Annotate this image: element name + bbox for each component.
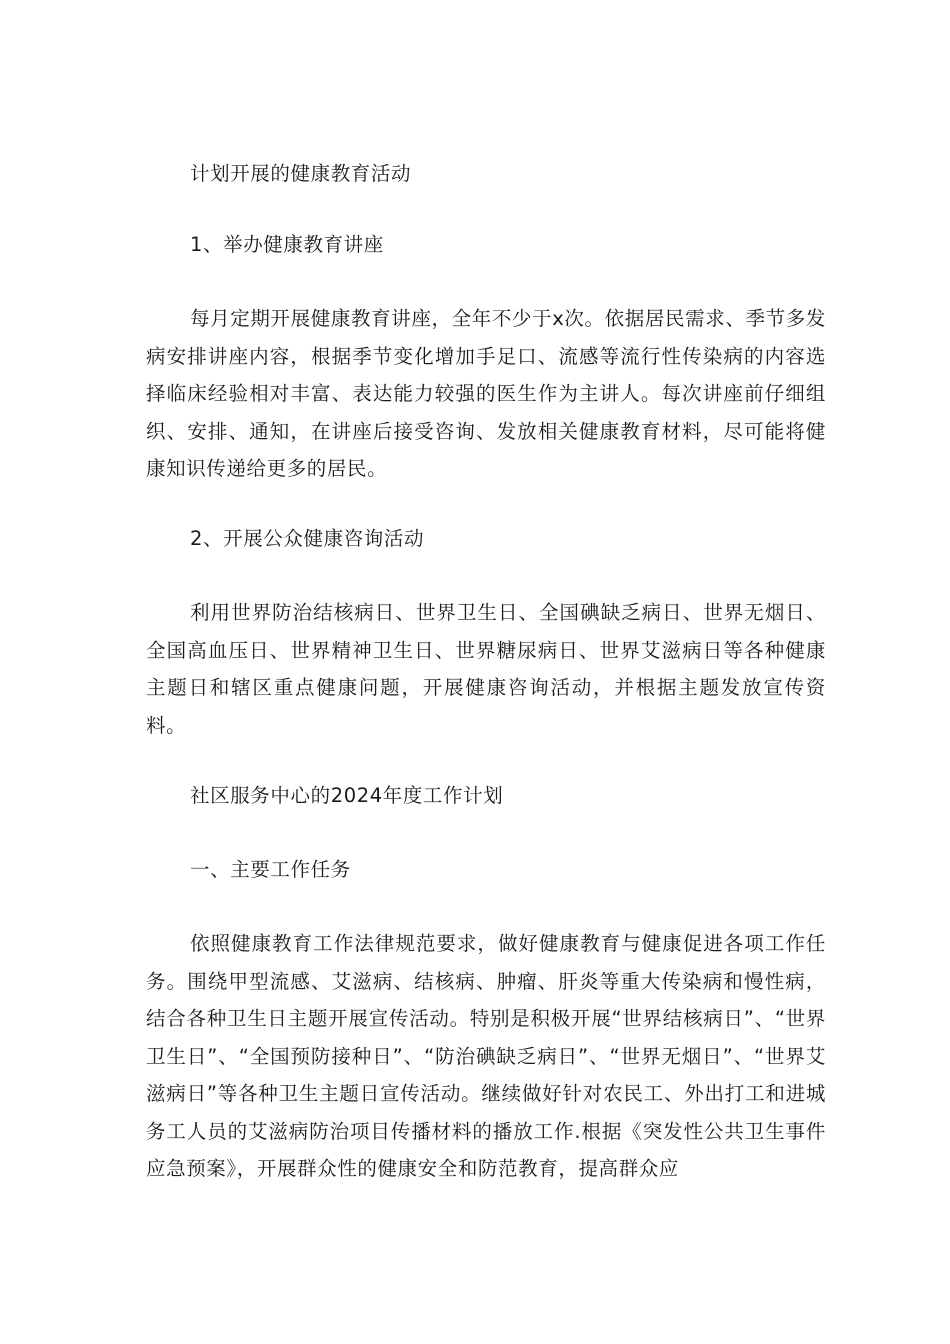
subheading-public-consultation: 2、开展公众健康咨询活动	[190, 527, 425, 550]
paragraph-consultation: 利用世界防治结核病日、世界卫生日、全国碘缺乏病日、世界无烟日、全国高血压日、世界精神卫生日、世界糖尿病日、世界艾滋病日等各种健康主题日和辖区重点健康问题，开展健康咨询活动，并根据主题发放宣传资料。	[146, 601, 826, 737]
subheading-health-lectures: 1、举办健康教育讲座	[190, 233, 384, 256]
subheading-main-tasks: 一、主要工作任务	[190, 858, 351, 881]
section-heading-health-activities: 计划开展的健康教育活动	[190, 162, 412, 185]
paragraph-lectures: 每月定期开展健康教育讲座，全年不少于x次。依据居民需求、季节多发病安排讲座内容，根据季节变化增加手足口、流感等流行性传染病的内容选择临床经验相对丰富、表达能力较强的医生作为主讲人。每次讲座前仔细组织、安排、通知，在讲座后接受咨询、发放相关健康教育材料，尽可能将健康知识传递给更多的居民。	[146, 307, 826, 480]
section-heading-annual-plan: 社区服务中心的2024年度工作计划	[190, 784, 504, 807]
paragraph-main-tasks: 依照健康教育工作法律规范要求，做好健康教育与健康促进各项工作任务。围绕甲型流感、艾滋病、结核病、肿瘤、肝炎等重大传染病和慢性病，结合各种卫生日主题开展宣传活动。特别是积极开展“世界结核病日”、“世界卫生日”、“全国预防接种日”、“防治碘缺乏病日”、“世界无烟日”、“世界艾滋病日”等各种卫生主题日宣传活动。继续做好针对农民工、外出打工和进城务工人员的艾滋病防治项目传播材料的播放工作.根据《突发性公共卫生事件应急预案》，开展群众性的健康安全和防范教育，提高群众应	[146, 932, 826, 1180]
